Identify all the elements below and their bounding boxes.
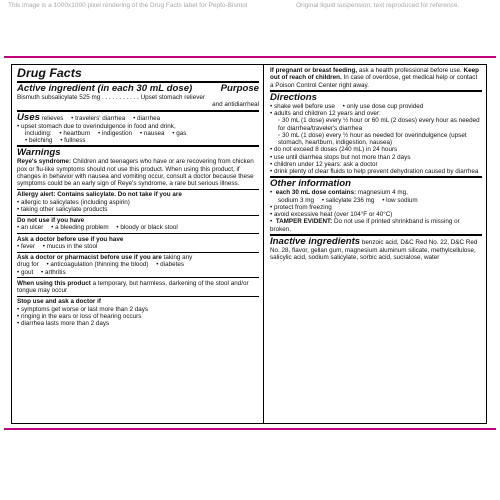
pregnancy-text: ask a health professional before use.	[358, 67, 462, 74]
do-not-use-item: • an ulcer	[17, 224, 43, 231]
do-not-use-item: • a bleeding problem	[51, 224, 109, 231]
ask-pharmacist-row	[17, 254, 259, 261]
keep-out-label: Keep out of reach of children.	[270, 67, 479, 82]
allergy-item: • taking other salicylate products	[17, 206, 259, 213]
other-info-value: • salicylate 236 mg	[322, 197, 375, 204]
purpose-heading: Purpose	[220, 83, 259, 94]
uses-symptoms-row-1	[17, 130, 259, 137]
direction-subitem: ◦ 30 mL (1 dose) every ½ hour as needed for overindulgence (upset stomach, heartburn, indigestion, nausea)	[270, 132, 482, 147]
stop-use-heading: Stop use and ask a doctor if	[17, 298, 101, 306]
divider	[17, 110, 259, 112]
tamper-evident-text: Do not use if printed shrinkband is missing or broken.	[270, 218, 460, 233]
reye-label: Reye's syndrome:	[17, 158, 71, 166]
stop-use-item: • diarrhea lasts more than 2 days	[17, 320, 259, 327]
stop-use-item: • ringing in the ears or loss of hearing occurs	[17, 313, 259, 320]
inactive-ingredients-text: benzoic acid, D&C Red No. 22, D&C Red No. 28, flavor, gellan gum, magnesium aluminum silicate, methylcellulose, salicylic acid, sodium salicylate, sorbic acid, sucralose, water	[270, 238, 478, 261]
directions-row-1	[270, 103, 482, 110]
uses-symptom: • indigestion	[98, 130, 132, 137]
ask-pharmacist-item: • gout	[17, 269, 33, 276]
pregnancy-warning	[270, 67, 482, 89]
other-info-sodium-row	[270, 197, 482, 204]
ask-pharmacist-heading: Ask a doctor or pharmacist before use if you are	[17, 254, 162, 261]
other-info-item: • avoid excessive heat (over 104°F or 40°C)	[270, 211, 482, 218]
ask-pharmacist-item: • diabetes	[156, 261, 184, 268]
other-info-value: sodium 3 mg	[278, 196, 315, 204]
dose-contains-text: magnesium 4 mg,	[357, 189, 408, 197]
allergy-alert: Allergy alert: Contains salicylate. Do not take if you are	[17, 191, 182, 199]
directions-heading: Directions	[270, 91, 317, 103]
ask-pharmacist-item: • anticoagulation (thinning the blood)	[46, 261, 148, 268]
right-column	[264, 65, 486, 423]
other-info-item	[270, 218, 482, 233]
divider	[17, 215, 259, 216]
direction-item: • do not exceed 8 doses (240 mL) in 24 hours	[270, 146, 482, 153]
ask-pharmacist-items-1	[17, 261, 259, 268]
uses-heading: Uses	[17, 111, 40, 123]
direction-item: • shake well before use	[270, 103, 335, 110]
divider	[17, 296, 259, 297]
tamper-evident-label: TAMPER EVIDENT:	[275, 218, 333, 226]
active-ingredient-header	[17, 84, 259, 94]
uses-including: including:	[25, 129, 52, 137]
drug-facts-title: Drug Facts	[17, 66, 82, 80]
direction-item: • drink plenty of clear fluids to help prevent dehydration caused by diarrhea	[270, 168, 482, 175]
watermark-right: Original liquid suspension; text reproduced for reference.	[296, 2, 460, 9]
active-purpose: Upset stomach reliever	[140, 94, 205, 101]
when-using-text: a temporary, but harmless, darkening of the stool and/or tongue may occur	[17, 279, 249, 294]
direction-item: • only use dose cup provided	[343, 103, 424, 110]
do-not-use-item: • bloody or black stool	[116, 224, 177, 231]
dose-contains-label: each 30 mL dose contains:	[275, 189, 357, 197]
ask-pharmacist-drug: drug for	[17, 261, 39, 269]
uses-row	[17, 113, 259, 123]
uses-symptom: • heartburn	[59, 130, 90, 137]
direction-subitem: ◦ 30 mL (1 dose) every ½ hour or 60 mL (2 doses) every hour as needed for diarrhea/traveler's diarrhea	[270, 117, 482, 132]
ask-doctor-heading: Ask a doctor before use if you have	[17, 235, 124, 243]
uses-symptom: • fullness	[60, 137, 85, 144]
inactive-ingredients-heading: Inactive ingredients	[270, 235, 361, 247]
uses-item: • diarrhea	[133, 115, 160, 122]
when-using-warning	[17, 280, 259, 295]
reye-warning	[17, 158, 259, 187]
uses-symptom: • nausea	[140, 130, 165, 137]
other-info-value: • low sodium	[382, 197, 417, 204]
watermark-left: This image is a 1000x1000 pixel rendering of the Drug Facts label for Pepto-Bismol	[8, 2, 248, 9]
active-ingredient-heading: Active ingredient (in each 30 mL dose)	[17, 83, 193, 94]
ask-pharmacist-item: • arthritis	[41, 269, 66, 276]
do-not-use-heading: Do not use if you have	[17, 217, 85, 224]
ask-doctor-item: • mucus in the stool	[43, 243, 98, 250]
uses-symptom: • gas	[172, 130, 186, 137]
active-purpose-line-2: and antidiarrheal	[212, 101, 259, 109]
label-sheet	[4, 56, 496, 430]
divider	[17, 277, 259, 278]
leader-dots: . . . . . . . . . . .	[100, 94, 141, 101]
other-info-item	[270, 189, 482, 196]
keep-out-text: In case of overdose, get medical help or contact a Poison Control Center right away.	[270, 74, 478, 89]
do-not-use-row	[17, 224, 259, 231]
active-ingredient-name: Bismuth subsalicylate 525 mg	[17, 94, 101, 101]
other-info-item: • protect from freezing	[270, 204, 482, 211]
uses-upset-stomach: • upset stomach due to overindulgence in food and drink,	[17, 123, 259, 130]
direction-item: • use until diarrhea stops but not more than 2 days	[270, 154, 482, 161]
other-information-heading: Other information	[270, 178, 352, 190]
uses-symptoms-row-2	[17, 137, 259, 144]
warnings-heading: Warnings	[17, 147, 61, 159]
left-column	[12, 65, 264, 423]
ask-doctor-row	[17, 243, 259, 250]
when-using-label: When using this product	[17, 279, 91, 287]
divider	[17, 189, 259, 190]
ask-doctor-item: • fever	[17, 243, 35, 250]
ask-pharmacist-items-2	[17, 269, 259, 276]
ask-pharmacist-tail: taking any	[163, 254, 193, 261]
stop-use-item: • symptoms get worse or last more than 2 days	[17, 306, 259, 313]
pregnancy-label: If pregnant or breast feeding,	[270, 67, 358, 74]
uses-item: • travelers' diarrhea	[71, 115, 125, 122]
uses-symptom: • belching	[25, 137, 52, 144]
divider	[17, 252, 259, 253]
allergy-item: • allergic to salicylates (including aspirin)	[17, 199, 259, 206]
uses-relieves: relieves	[41, 114, 64, 122]
direction-item: • adults and children 12 years and over:	[270, 110, 482, 117]
drug-facts-panel	[11, 64, 487, 424]
inactive-ingredients	[270, 237, 482, 262]
reye-text: Children and teenagers who have or are recovering from chicken pox or flu-like symptoms should not use this product. When using this product, if changes in behavior with nausea and vomiting occur, consult a doctor because these symptoms could be an early sign of Reye's syndrome, a rare but serious illness.	[17, 158, 254, 187]
divider	[17, 233, 259, 234]
active-ingredient-row	[17, 94, 259, 101]
direction-item: • children under 12 years: ask a doctor	[270, 161, 482, 168]
